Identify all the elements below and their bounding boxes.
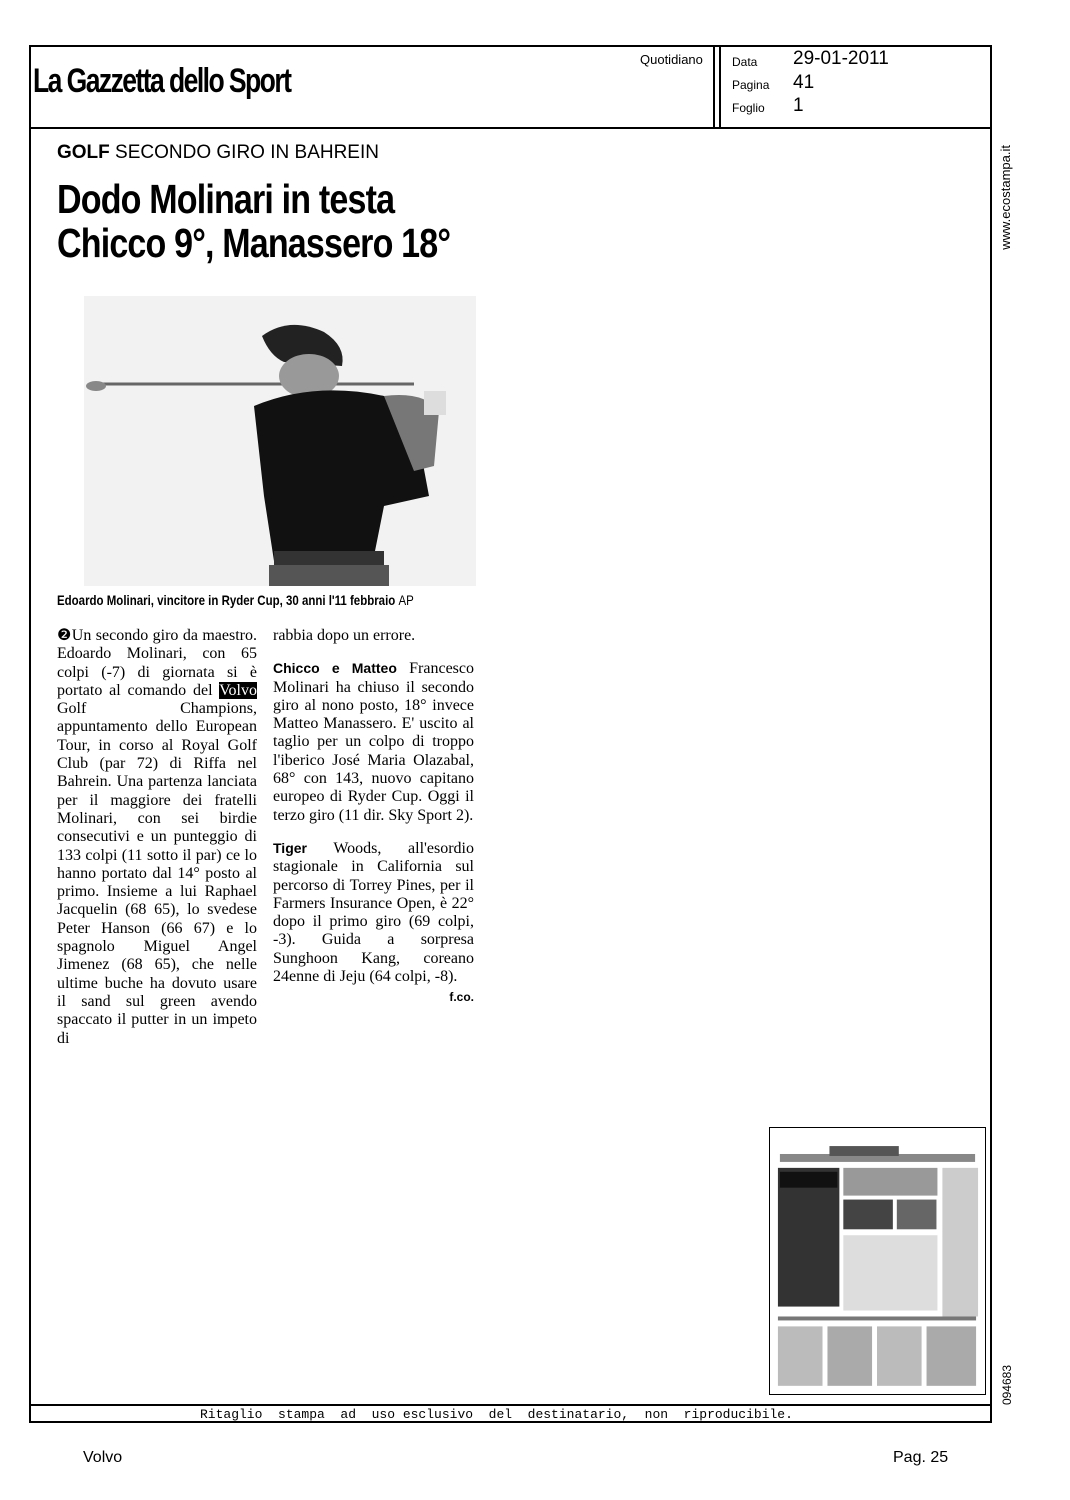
sheet-label: Foglio <box>732 101 765 115</box>
page-number: Pag. 25 <box>893 1449 949 1466</box>
footer-note: Ritaglio stampa ad uso esclusivo del destinatario, non riproducibile. <box>200 1407 793 1422</box>
kicker-sport: GOLF <box>57 142 110 163</box>
article-column-2 <box>273 627 474 1007</box>
golfer-photo <box>84 296 476 586</box>
paragraph-lead: Chicco e Matteo <box>273 660 397 677</box>
page-value: 41 <box>793 72 815 93</box>
header-divider <box>713 45 715 129</box>
kicker-text: SECONDO GIRO IN BAHREIN <box>109 142 379 163</box>
date-label: Data <box>732 55 758 69</box>
photo-caption <box>57 592 414 608</box>
paragraph-text: Woods, all'esordio stagionale in California sul percorso di Torrey Pines, per il Farmers Insurance Open, è 22° dopo il primo giro (69 colpi, -3). Guida a sorpresa Sunghoon Kang, coreano 24enne di Jeju (64 colpi, -8). <box>273 839 474 986</box>
volvo-highlight: Volvo <box>219 681 257 699</box>
bullet-icon: ❷ <box>57 627 72 644</box>
paragraph-text: Golf Champions, appuntamento dello European Tour, in corso al Royal Golf Club (par 72) di Riffa nel Bahrein. Una partenza lanciata per il maggiore dei fratelli Molinari, con sei birdie consecutivi e un punteggio di 133 colpi (11 sotto il par) ce lo hanno portato dal 14° posto al primo. Insieme a lui Raphael Jacquelin (68 65), lo svedese Peter Hanson (66 67) e lo spagnolo Miguel Angel Jimenez (68 65), che nelle ultime buche ha dovuto usare il sand sul green avendo spaccato il putter in un impeto di <box>57 700 257 1047</box>
side-code: 094683 <box>1000 1365 1014 1406</box>
paragraph-text: Francesco Molinari ha chiuso il secondo giro al nono posto, 18° invece Matteo Manassero. E' uscito al taglio per un colpo di troppo l'iberico José Maria Olazabal, 68° con 143, nuovo capitano europeo di Ryder Cup. Oggi il terzo giro (11 dir. Sky Sport 2). <box>273 660 474 824</box>
caption-credit: AP <box>398 592 414 608</box>
date-value: 29-01-2011 <box>793 48 889 69</box>
article-headline <box>57 177 450 265</box>
article-column-1 <box>57 627 257 1062</box>
masthead-logo: La Gazzetta dello Sport <box>33 62 291 100</box>
article-kicker <box>57 142 379 164</box>
author-signature: f.co. <box>449 990 474 1005</box>
caption-text: Edoardo Molinari, vincitore in Ryder Cup, 30 anni l'11 febbraio <box>57 592 396 608</box>
page-thumbnail <box>769 1127 986 1395</box>
article-paragraph: rabbia dopo un errore. <box>273 627 416 644</box>
article-paragraph <box>57 627 257 1048</box>
header-divider <box>719 45 721 129</box>
headline-line1: Dodo Molinari in testa <box>57 176 395 222</box>
article-paragraph <box>273 839 474 986</box>
paragraph-lead: Tiger <box>273 839 307 856</box>
side-url: www.ecostampa.it <box>998 145 1013 250</box>
publication-type: Quotidiano <box>640 52 703 67</box>
sheet-value: 1 <box>793 95 804 116</box>
headline-line2: Chicco 9°, Manassero 18° <box>57 220 451 266</box>
page-label: Pagina <box>732 78 770 92</box>
paragraph-text: Un secondo giro da maestro. Edoardo Molinari, con 65 colpi (-7) di giornata si è portato al comando del <box>57 627 258 699</box>
article-paragraph <box>273 659 474 825</box>
footer-rule <box>29 1404 992 1406</box>
client-name: Volvo <box>83 1449 123 1466</box>
